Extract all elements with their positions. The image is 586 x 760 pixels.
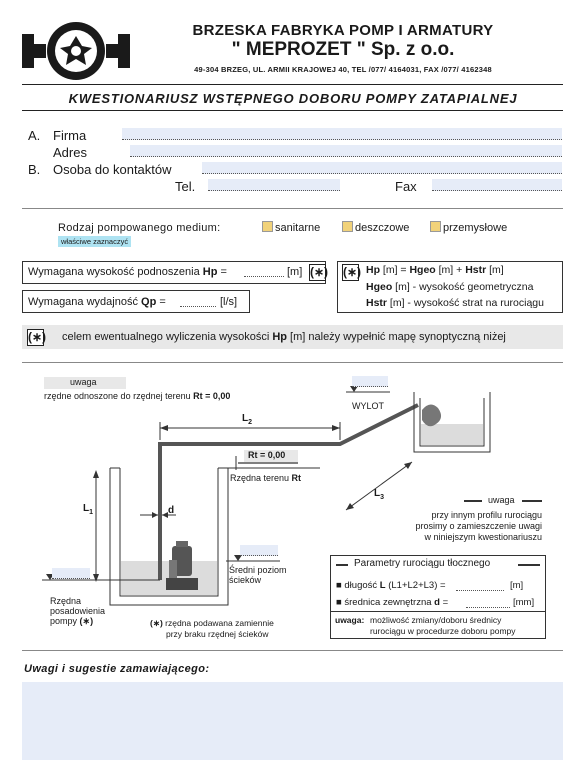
formula-hstr: Hstr bbox=[465, 264, 487, 276]
formula-text-3: [m] bbox=[486, 264, 504, 276]
diameter-symbol: d bbox=[434, 597, 440, 608]
company-title: BRZESKA FABRYKA POMP I ARMATURY bbox=[192, 22, 494, 39]
params-note-2: rurociągu w procedurze doboru pompy bbox=[370, 626, 516, 636]
rzedna-pos-label-3 bbox=[50, 616, 93, 627]
qp-unit: [l/s] bbox=[220, 296, 238, 308]
params-diameter-row bbox=[336, 597, 448, 608]
length-symbol: L bbox=[379, 580, 386, 591]
qp-eq: = bbox=[159, 296, 166, 308]
note-text-c: [m] należy wypełnić mapę synoptyczną niżej bbox=[287, 331, 506, 343]
l1-label bbox=[83, 503, 93, 516]
footnote-star: (∗) bbox=[150, 618, 163, 628]
uwaga-title: uwaga bbox=[70, 377, 97, 387]
l3-letter: L bbox=[374, 488, 381, 499]
footnote-text-1: rzędna podawana zamiennie bbox=[162, 618, 274, 628]
formula-text-2: [m] + bbox=[435, 264, 466, 276]
diameter-eq: = bbox=[439, 597, 449, 608]
rzedna-terenu-label bbox=[230, 473, 301, 483]
rzedna-pos-label-2: posadowienia bbox=[50, 606, 106, 616]
l3-label bbox=[374, 488, 384, 501]
hp-unit: [m] bbox=[287, 266, 303, 278]
uwaga2-header bbox=[464, 495, 542, 507]
hp-symbol: Hp bbox=[202, 266, 218, 278]
comments-field[interactable] bbox=[22, 682, 563, 760]
hp-label: Wymagana wysokość podnoszenia bbox=[28, 266, 200, 278]
length-label: długość bbox=[344, 580, 380, 591]
l3-sub: 3 bbox=[380, 494, 385, 501]
footnote-line-1 bbox=[150, 618, 274, 629]
hp-star: (∗) bbox=[310, 265, 329, 279]
qp-symbol: Qp bbox=[141, 296, 157, 308]
diameter-label: średnica zewnętrzna bbox=[344, 597, 435, 608]
formula-hstr-desc: [m] - wysokość strat na rurociągu bbox=[387, 297, 544, 309]
l1-sub: 1 bbox=[89, 509, 94, 516]
rzedna-pos-pompy: pompy bbox=[50, 616, 78, 626]
params-rule-left bbox=[336, 564, 348, 566]
sredni-poziom-label-2: ścieków bbox=[229, 575, 262, 585]
l2-label bbox=[242, 413, 252, 426]
note-text-hp: Hp bbox=[272, 331, 287, 343]
company-address: 49-304 BRZEG, UL. ARMII KRAJOWEJ 40, TEL /077/ 4164031, FAX /077/ 4162348 bbox=[194, 65, 492, 74]
uwaga2-text-2: prosimy o zamieszczenie uwagi bbox=[415, 521, 542, 531]
length-formula: (L1+L2+L3) = bbox=[385, 580, 446, 591]
medium-label: Rodzaj pompowanego medium: bbox=[58, 222, 221, 234]
uwaga-text-a: rzędne odnoszone do rzędnej terenu bbox=[44, 391, 194, 401]
outlet-water bbox=[421, 424, 483, 445]
formula-text-1: [m] = bbox=[380, 264, 410, 276]
uwaga2-text-3: w niniejszym kwestionariuszu bbox=[424, 532, 542, 542]
formula-hgeo-desc: [m] - wysokość geometryczna bbox=[392, 281, 534, 293]
przemyslowe-label: przemysłowe bbox=[443, 222, 508, 234]
uwaga-text-rt: Rt = 0,00 bbox=[193, 391, 231, 401]
note-star: (∗) bbox=[28, 330, 47, 344]
diameter-field[interactable] bbox=[466, 597, 510, 608]
params-note-label: uwaga: bbox=[335, 615, 365, 625]
params-title: Parametry rurociągu tłocznego bbox=[354, 558, 491, 569]
d-label: d bbox=[168, 505, 175, 516]
fax-label: Fax bbox=[395, 179, 417, 194]
uwaga2-title: uwaga bbox=[488, 495, 515, 505]
form-title: KWESTIONARIUSZ WSTĘPNEGO DOBORU POMPY ZATAPIALNEJ bbox=[68, 91, 518, 106]
deszczowe-label: deszczowe bbox=[355, 222, 410, 234]
params-divider bbox=[330, 611, 546, 612]
osoba-label: Osoba do kontaktów bbox=[53, 162, 172, 177]
sredni-poziom-field[interactable] bbox=[240, 545, 278, 556]
rzedna-pos-star: (∗) bbox=[79, 616, 94, 626]
length-bullet: ■ bbox=[336, 580, 345, 591]
uwaga2-rule-left bbox=[464, 500, 482, 502]
length-field[interactable] bbox=[456, 580, 504, 591]
params-title-row bbox=[336, 558, 540, 571]
comments-label: Uwagi i sugestie zamawiającego: bbox=[24, 663, 210, 675]
diameter-unit: [mm] bbox=[513, 597, 535, 608]
section-rule-3 bbox=[22, 650, 563, 651]
formula-star: (∗) bbox=[343, 265, 362, 279]
l3-dimension bbox=[346, 462, 412, 510]
wylot-field[interactable] bbox=[352, 376, 388, 387]
firma-label: Firma bbox=[53, 128, 87, 143]
formula-hgeo-def: Hgeo bbox=[366, 281, 393, 293]
params-rule-right bbox=[518, 564, 540, 566]
sredni-poziom-label-1: Średni poziom bbox=[229, 565, 287, 575]
outlet-splash bbox=[422, 404, 441, 426]
diameter-bullet: ■ bbox=[336, 597, 345, 608]
l2-sub: 2 bbox=[248, 419, 253, 426]
section-a-letter: A. bbox=[28, 128, 41, 143]
params-length-row bbox=[336, 580, 446, 591]
wylot-label: WYLOT bbox=[352, 401, 385, 411]
rt-value: Rt = 0,00 bbox=[248, 450, 286, 460]
length-unit: [m] bbox=[510, 580, 524, 591]
formula-hgeo: Hgeo bbox=[409, 264, 436, 276]
params-note-1: możliwość zmiany/doboru średnicy bbox=[370, 615, 502, 625]
note-text-a: celem ewentualnego wyliczenia wysokości bbox=[62, 331, 273, 343]
formula-hp: Hp bbox=[366, 264, 380, 276]
formula-hstr-def: Hstr bbox=[366, 297, 388, 309]
rzedna-pos-label-1: Rzędna bbox=[50, 596, 82, 606]
rzedna-posadowienia-field[interactable] bbox=[52, 568, 90, 579]
uwaga2-text-1: przy innym profilu rurociągu bbox=[431, 510, 542, 520]
adres-label: Adres bbox=[53, 145, 87, 160]
rzedna-terenu-text: Rzędna terenu bbox=[230, 473, 292, 483]
rzedna-terenu-rt: Rt bbox=[291, 473, 302, 483]
medium-hint: właściwe zaznaczyć bbox=[58, 236, 131, 247]
section-b-letter: B. bbox=[28, 162, 41, 177]
tel-label: Tel. bbox=[175, 179, 196, 194]
l2-letter: L bbox=[242, 413, 249, 424]
uwaga2-rule-right bbox=[522, 500, 542, 502]
company-name: " MEPROZET " Sp. z o.o. bbox=[231, 39, 455, 60]
hp-eq: = bbox=[220, 266, 227, 278]
sanitarne-label: sanitarne bbox=[275, 222, 321, 234]
footnote-line-2: przy braku rzędnej ścieków bbox=[166, 629, 269, 639]
qp-label: Wymagana wydajność bbox=[28, 296, 138, 308]
l1-letter: L bbox=[83, 503, 90, 514]
